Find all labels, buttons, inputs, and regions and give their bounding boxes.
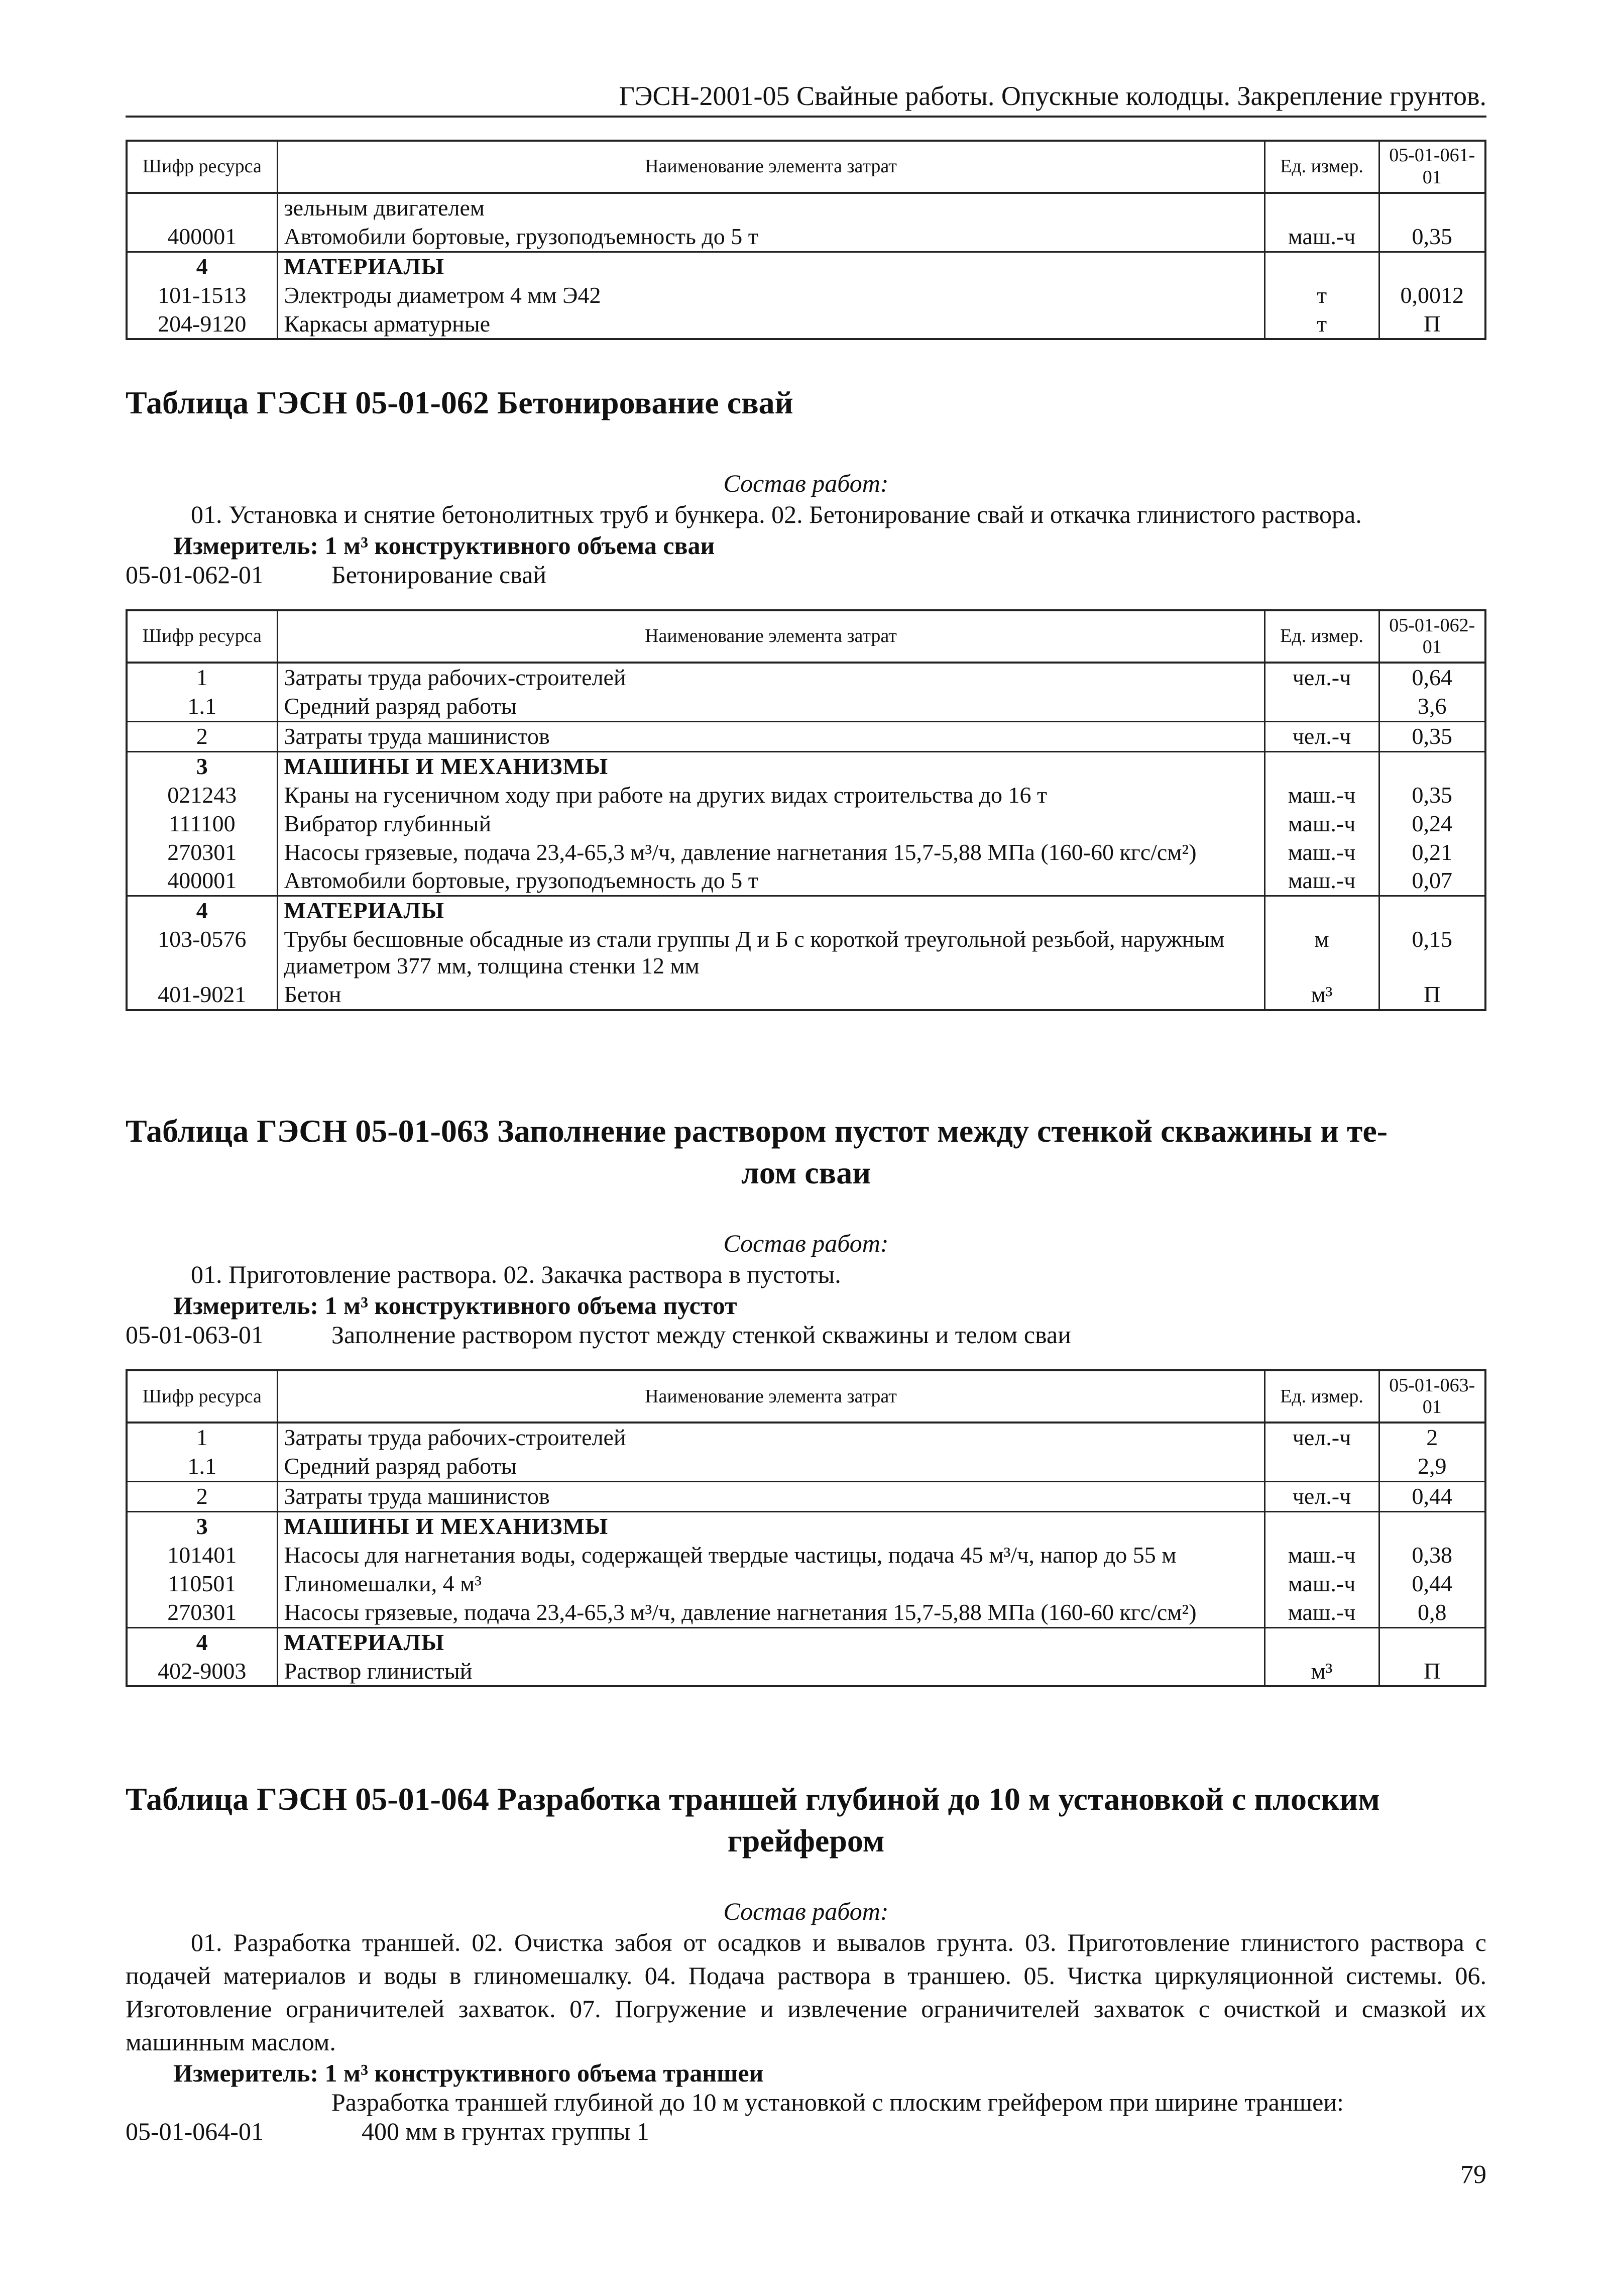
cell-name: Насосы для нагнетания воды, содержащей твердые частицы, подача 45 м³/ч, напор до 55 м — [277, 1541, 1264, 1570]
cell-value — [1379, 1512, 1485, 1541]
cell-unit: маш.-ч — [1264, 838, 1379, 867]
cell-code: 111100 — [127, 810, 277, 838]
cell-unit — [1264, 1512, 1379, 1541]
table-row — [127, 925, 1485, 980]
table-row — [127, 223, 1485, 252]
col-header-code: Шифр ресурса — [127, 610, 277, 663]
table-063-title-line2: лом сваи — [741, 1155, 871, 1191]
table-row — [127, 721, 1485, 751]
col-header-code: Шифр ресурса — [127, 1370, 277, 1423]
cell-unit: маш.-ч — [1264, 1598, 1379, 1627]
cell-value: 0,38 — [1379, 1541, 1485, 1570]
cell-name: МАТЕРИАЛЫ — [277, 252, 1264, 281]
cell-name: Глиномешалки, 4 м³ — [277, 1570, 1264, 1598]
table-row — [127, 838, 1485, 867]
cell-value: 3,6 — [1379, 692, 1485, 721]
cell-unit — [1264, 252, 1379, 281]
cell-unit: маш.-ч — [1264, 781, 1379, 810]
norm-name: Заполнение раствором пустот между стенкой скважины и телом сваи — [331, 1321, 1071, 1349]
norm-line — [126, 2117, 1486, 2146]
norm-line — [126, 560, 1486, 589]
table-row — [127, 1570, 1485, 1598]
norm-code: 05-01-062-01 — [126, 561, 264, 589]
table-row — [127, 1541, 1485, 1570]
col-header-value: 05-01-062-01 — [1379, 610, 1485, 663]
cell-unit: маш.-ч — [1264, 1541, 1379, 1570]
col-header-unit: Ед. измер. — [1264, 610, 1379, 663]
table-row — [127, 1627, 1485, 1657]
cell-unit: маш.-ч — [1264, 1570, 1379, 1598]
cell-value: 0,21 — [1379, 838, 1485, 867]
cell-value: 0,0012 — [1379, 281, 1485, 310]
cell-name: Раствор глинистый — [277, 1657, 1264, 1687]
cell-name: Средний разряд работы — [277, 692, 1264, 721]
col-header-code: Шифр ресурса — [127, 141, 277, 193]
cell-value: 2 — [1379, 1423, 1485, 1452]
cell-code: 1.1 — [127, 692, 277, 721]
cell-name: Электроды диаметром 4 мм Э42 — [277, 281, 1264, 310]
cell-name: Затраты труда машинистов — [277, 1482, 1264, 1512]
running-header: ГЭСН-2001-05 Свайные работы. Опускные колодцы. Закрепление грунтов. — [126, 80, 1486, 118]
cell-unit — [1264, 1452, 1379, 1481]
measure-text: 1 м³ конструктивного объема траншеи — [324, 2059, 764, 2088]
cell-value: 0,15 — [1379, 925, 1485, 980]
table-row — [127, 663, 1485, 692]
norm-code: 05-01-064-01 — [126, 2117, 264, 2146]
table-row — [127, 980, 1485, 1010]
cell-value: 2,9 — [1379, 1452, 1485, 1481]
col-header-unit: Ед. измер. — [1264, 1370, 1379, 1423]
cell-code — [127, 193, 277, 223]
cell-unit: маш.-ч — [1264, 223, 1379, 252]
cell-value: 0,44 — [1379, 1482, 1485, 1512]
cell-code: 400001 — [127, 866, 277, 896]
cell-value — [1379, 751, 1485, 781]
cell-value: 0,35 — [1379, 721, 1485, 751]
table-063-section — [126, 1110, 1486, 1687]
measure-label: Измеритель: — [173, 2059, 319, 2088]
measure-line — [126, 531, 1486, 560]
cell-code: 4 — [127, 1627, 277, 1657]
cell-code: 110501 — [127, 1570, 277, 1598]
table-row — [127, 310, 1485, 340]
cell-value: 0,44 — [1379, 1570, 1485, 1598]
cell-value — [1379, 896, 1485, 925]
table-064-section — [126, 1778, 1486, 2146]
table-064-title-line2: грейфером — [727, 1823, 885, 1859]
cell-unit: чел.-ч — [1264, 721, 1379, 751]
cell-value: П — [1379, 1657, 1485, 1687]
table-row — [127, 252, 1485, 281]
cell-name: Средний разряд работы — [277, 1452, 1264, 1481]
table-body — [127, 1423, 1485, 1686]
work-composition-text: 01. Разработка траншей. 02. Очистка забоя от осадков и вывалов грунта. 03. Приготовление глинистого раствора с подачей материалов и воды в глиномешалку. 04. Подача раствора в траншею. 05. Чистка циркуляционной системы. 06. Изготовление ограничителей захваток. 07. Погружение и извлечение ограничителей захваток с очисткой и смазкой их машинным маслом. — [126, 1928, 1486, 2056]
cell-name: Затраты труда рабочих-строителей — [277, 1423, 1264, 1452]
cell-unit: чел.-ч — [1264, 1482, 1379, 1512]
resource-table-062 — [126, 609, 1486, 1011]
table-row — [127, 1482, 1485, 1512]
cell-value: 0,35 — [1379, 781, 1485, 810]
cell-unit: м — [1264, 925, 1379, 980]
cell-value: 0,24 — [1379, 810, 1485, 838]
cell-name: Вибратор глубинный — [277, 810, 1264, 838]
cell-code: 400001 — [127, 223, 277, 252]
cell-code: 2 — [127, 721, 277, 751]
cell-unit — [1264, 896, 1379, 925]
col-header-value: 05-01-063-01 — [1379, 1370, 1485, 1423]
cell-unit: м³ — [1264, 980, 1379, 1010]
col-header-value: 05-01-061-01 — [1379, 141, 1485, 193]
norm-code: 05-01-063-01 — [126, 1321, 264, 1349]
resource-table-061 — [126, 140, 1486, 340]
table-063-title — [126, 1110, 1486, 1193]
cell-code: 4 — [127, 252, 277, 281]
cell-value — [1379, 252, 1485, 281]
table-064-title-line1: Таблица ГЭСН 05-01-064 Разработка траншей глубиной до 10 м установкой с плоским — [126, 1781, 1380, 1817]
cell-name: Краны на гусеничном ходу при работе на других видах строительства до 16 т — [277, 781, 1264, 810]
cell-code: 103-0576 — [127, 925, 277, 980]
norm-line — [126, 1320, 1486, 1349]
cell-code: 021243 — [127, 781, 277, 810]
table-063-title-line1: Таблица ГЭСН 05-01-063 Заполнение раствором пустот между стенкой скважины и те- — [126, 1113, 1388, 1149]
cell-code: 101-1513 — [127, 281, 277, 310]
cell-name: Автомобили бортовые, грузоподъемность до 5 т — [277, 866, 1264, 896]
cell-unit: маш.-ч — [1264, 866, 1379, 896]
norm-intro: Разработка траншей глубиной до 10 м установкой с плоским грейфером при ширине траншеи: — [331, 2088, 1344, 2117]
table-body — [127, 663, 1485, 1010]
work-composition-text: 01. Приготовление раствора. 02. Закачка раствора в пустоты. — [191, 1260, 841, 1289]
table-row — [127, 781, 1485, 810]
table-061-section — [126, 140, 1486, 340]
cell-name: МАШИНЫ И МЕХАНИЗМЫ — [277, 751, 1264, 781]
cell-unit: т — [1264, 281, 1379, 310]
cell-name: МАШИНЫ И МЕХАНИЗМЫ — [277, 1512, 1264, 1541]
cell-value: 0,07 — [1379, 866, 1485, 896]
table-row — [127, 896, 1485, 925]
measure-label: Измеритель: — [173, 531, 319, 560]
resource-table-063 — [126, 1369, 1486, 1687]
table-row — [127, 1657, 1485, 1687]
cell-code: 4 — [127, 896, 277, 925]
cell-unit — [1264, 692, 1379, 721]
cell-code: 402-9003 — [127, 1657, 277, 1687]
cell-code: 101401 — [127, 1541, 277, 1570]
work-composition-label: Состав работ: — [723, 1897, 889, 1926]
cell-code: 270301 — [127, 838, 277, 867]
cell-value — [1379, 1627, 1485, 1657]
cell-unit — [1264, 193, 1379, 223]
table-row — [127, 281, 1485, 310]
cell-name: МАТЕРИАЛЫ — [277, 1627, 1264, 1657]
cell-unit — [1264, 1627, 1379, 1657]
table-row — [127, 1423, 1485, 1452]
cell-code: 1 — [127, 1423, 277, 1452]
table-row — [127, 866, 1485, 896]
cell-value — [1379, 193, 1485, 223]
table-064-title — [126, 1778, 1486, 1862]
cell-unit: м³ — [1264, 1657, 1379, 1687]
col-header-name: Наименование элемента затрат — [277, 610, 1264, 663]
work-composition-text: 01. Установка и снятие бетонолитных труб и бункера. 02. Бетонирование свай и откачка глинистого раствора. — [191, 500, 1362, 529]
table-row — [127, 1598, 1485, 1627]
table-row — [127, 751, 1485, 781]
measure-line — [126, 1291, 1486, 1320]
cell-value: 0,64 — [1379, 663, 1485, 692]
cell-value: П — [1379, 310, 1485, 340]
cell-name: МАТЕРИАЛЫ — [277, 896, 1264, 925]
cell-code: 401-9021 — [127, 980, 277, 1010]
work-composition-label: Состав работ: — [723, 1229, 889, 1258]
table-row — [127, 193, 1485, 223]
cell-name: Насосы грязевые, подача 23,4-65,3 м³/ч, давление нагнетания 15,7-5,88 МПа (160-60 кгс/см²) — [277, 1598, 1264, 1627]
cell-value: 0,8 — [1379, 1598, 1485, 1627]
cell-unit: чел.-ч — [1264, 1423, 1379, 1452]
cell-unit: чел.-ч — [1264, 663, 1379, 692]
cell-name: Бетон — [277, 980, 1264, 1010]
measure-line — [126, 2058, 1486, 2088]
measure-text: 1 м³ конструктивного объема пустот — [324, 1291, 737, 1320]
table-body — [127, 193, 1485, 339]
cell-unit — [1264, 751, 1379, 781]
col-header-name: Наименование элемента затрат — [277, 141, 1264, 193]
page-number: 79 — [1460, 2160, 1486, 2189]
cell-code: 1 — [127, 663, 277, 692]
cell-name: зельным двигателем — [277, 193, 1264, 223]
cell-name: Затраты труда машинистов — [277, 721, 1264, 751]
col-header-name: Наименование элемента затрат — [277, 1370, 1264, 1423]
table-row — [127, 1452, 1485, 1481]
table-062-section — [126, 382, 1486, 1011]
table-row — [127, 692, 1485, 721]
cell-name: Насосы грязевые, подача 23,4-65,3 м³/ч, давление нагнетания 15,7-5,88 МПа (160-60 кгс/см²) — [277, 838, 1264, 867]
cell-value: П — [1379, 980, 1485, 1010]
cell-name: Автомобили бортовые, грузоподъемность до 5 т — [277, 223, 1264, 252]
cell-unit: т — [1264, 310, 1379, 340]
cell-unit: маш.-ч — [1264, 810, 1379, 838]
cell-code: 1.1 — [127, 1452, 277, 1481]
norm-name: Бетонирование свай — [331, 561, 547, 589]
table-062-title: Таблица ГЭСН 05-01-062 Бетонирование свай — [126, 385, 793, 420]
table-row — [127, 810, 1485, 838]
cell-name: Каркасы арматурные — [277, 310, 1264, 340]
col-header-unit: Ед. измер. — [1264, 141, 1379, 193]
cell-value: 0,35 — [1379, 223, 1485, 252]
cell-code: 270301 — [127, 1598, 277, 1627]
cell-name: Затраты труда рабочих-строителей — [277, 663, 1264, 692]
table-row — [127, 1512, 1485, 1541]
cell-code: 2 — [127, 1482, 277, 1512]
measure-text: 1 м³ конструктивного объема сваи — [324, 531, 715, 560]
cell-code: 3 — [127, 751, 277, 781]
cell-name: Трубы бесшовные обсадные из стали группы Д и Б с короткой треугольной резьбой, наружным диаметром 377 мм, толщина стенки 12 мм — [277, 925, 1264, 980]
norm-name: 400 мм в грунтах группы 1 — [362, 2117, 649, 2146]
work-composition-label: Состав работ: — [723, 469, 889, 498]
measure-label: Измеритель: — [173, 1291, 319, 1320]
cell-code: 3 — [127, 1512, 277, 1541]
cell-code: 204-9120 — [127, 310, 277, 340]
